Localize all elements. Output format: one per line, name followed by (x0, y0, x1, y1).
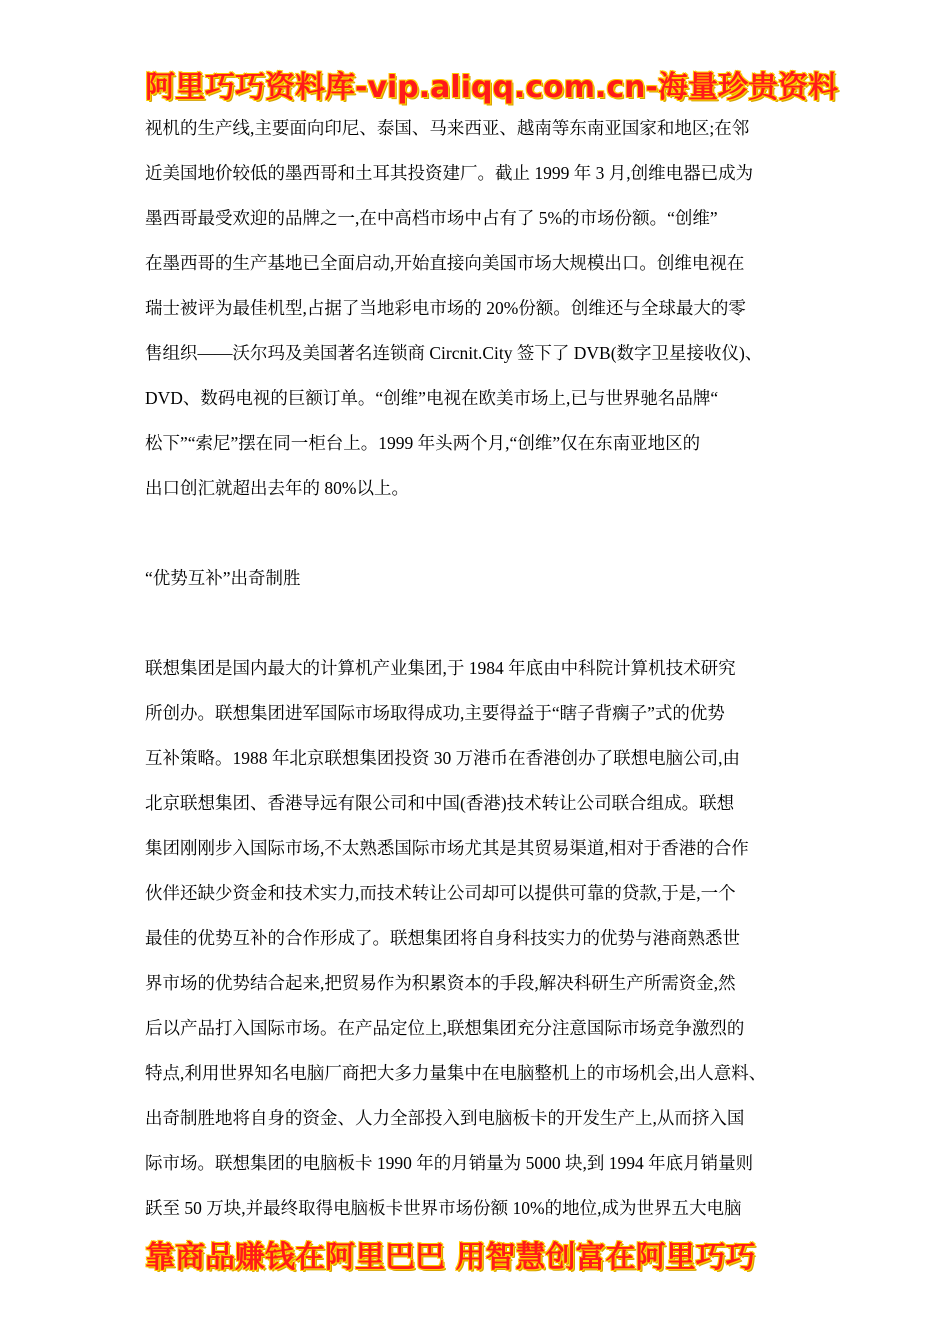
paragraph-line: 视机的生产线,主要面向印尼、泰国、马来西亚、越南等东南亚国家和地区;在邻 (145, 118, 750, 138)
section-heading: “优势互补”出奇制胜 (145, 568, 301, 588)
spacer (145, 601, 825, 646)
header-banner: 阿里巧巧资料库-vip.aliqq.com.cn-海量珍贵资料 (145, 70, 838, 105)
paragraph-line: 售组织——沃尔玛及美国著名连锁商 Circnit.City 签下了 DVB(数字卫星接收仪)、 (145, 343, 763, 363)
paragraph-line: 近美国地价较低的墨西哥和土耳其投资建厂。截止 1999 年 3 月,创维电器已成为 (145, 163, 754, 183)
paragraph-line: DVD、数码电视的巨额订单。“创维”电视在欧美市场上,已与世界驰名品牌“ (145, 388, 719, 408)
spacer (145, 511, 825, 556)
paragraph-line: 互补策略。1988 年北京联想集团投资 30 万港币在香港创办了联想电脑公司,由 (145, 748, 740, 768)
footer-banner: 靠商品赚钱在阿里巴巴 用智慧创富在阿里巧巧 (145, 1240, 756, 1275)
paragraph-line: 际市场。联想集团的电脑板卡 1990 年的月销量为 5000 块,到 1994 年底月销量则 (145, 1153, 754, 1173)
paragraph-line: 后以产品打入国际市场。在产品定位上,联想集团充分注意国际市场竞争激烈的 (145, 1018, 745, 1038)
paragraph-line: 伙伴还缺少资金和技术实力,而技术转让公司却可以提供可靠的贷款,于是,一个 (145, 883, 736, 903)
paragraph-line: 最佳的优势互补的合作形成了。联想集团将自身科技实力的优势与港商熟悉世 (145, 928, 740, 948)
paragraph-line: 墨西哥最受欢迎的品牌之一,在中高档市场中占有了 5%的市场份额。“创维” (145, 208, 718, 228)
paragraph-line: 特点,利用世界知名电脑厂商把大多力量集中在电脑整机上的市场机会,出人意料、 (145, 1063, 767, 1083)
paragraph-line: 出奇制胜地将自身的资金、人力全部投入到电脑板卡的开发生产上,从而挤入国 (145, 1108, 745, 1128)
paragraph-line: 集团刚刚步入国际市场,不太熟悉国际市场尤其是其贸易渠道,相对于香港的合作 (145, 838, 749, 858)
document-body (145, 106, 825, 1231)
paragraph-line: 北京联想集团、香港导远有限公司和中国(香港)技术转让公司联合组成。联想 (145, 793, 735, 813)
paragraph-line: 出口创汇就超出去年的 80%以上。 (145, 478, 409, 498)
paragraph-line: 跃至 50 万块,并最终取得电脑板卡世界市场份额 10%的地位,成为世界五大电脑 (145, 1198, 742, 1218)
paragraph-line: 联想集团是国内最大的计算机产业集团,于 1984 年底由中科院计算机技术研究 (145, 658, 736, 678)
paragraph-line: 在墨西哥的生产基地已全面启动,开始直接向美国市场大规模出口。创维电视在 (145, 253, 745, 273)
paragraph-line: 松下”“索尼”摆在同一柜台上。1999 年头两个月,“创维”仅在东南亚地区的 (145, 433, 701, 453)
paragraph-line: 界市场的优势结合起来,把贸易作为积累资本的手段,解决科研生产所需资金,然 (145, 973, 736, 993)
paragraph-line: 瑞士被评为最佳机型,占据了当地彩电市场的 20%份额。创维还与全球最大的零 (145, 298, 746, 318)
paragraph-line: 所创办。联想集团进军国际市场取得成功,主要得益于“瞎子背瘸子”式的优势 (145, 703, 725, 723)
